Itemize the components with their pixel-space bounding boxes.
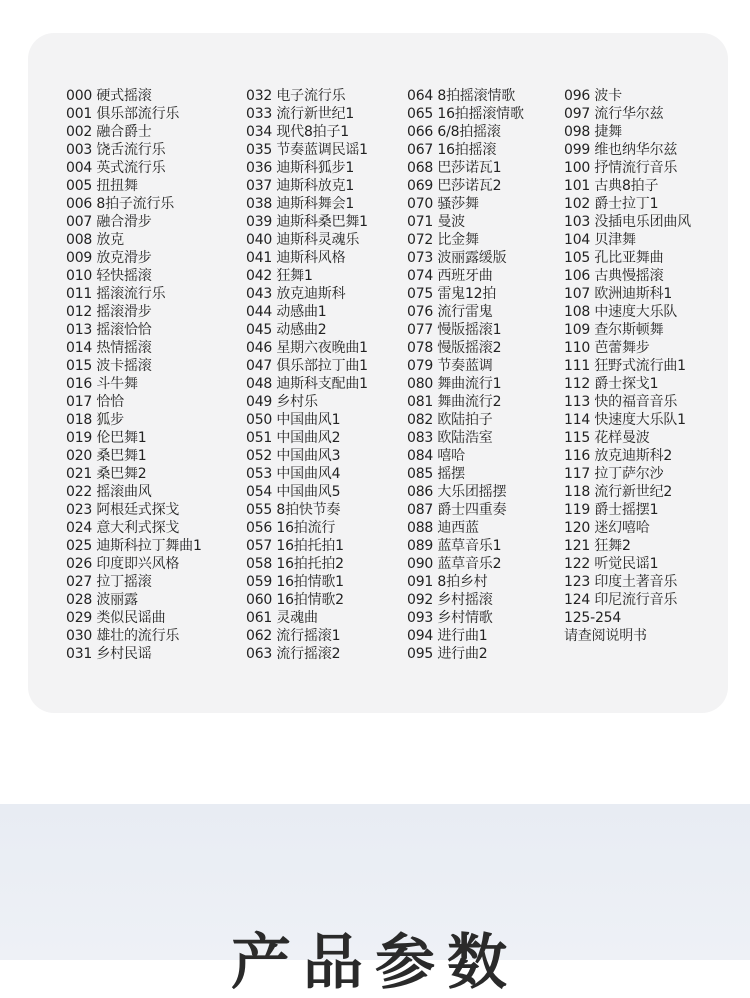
- rhythm-item: 114 快速度大乐队1: [564, 412, 686, 428]
- rhythm-item: 094 进行曲1: [407, 628, 488, 644]
- rhythm-item: 038 迪斯科舞会1: [246, 196, 355, 212]
- section-title: 产品参数: [231, 928, 519, 998]
- rhythm-item: 089 蓝草音乐1: [407, 538, 502, 554]
- rhythm-item: 079 节奏蓝调: [407, 358, 493, 374]
- rhythm-item: 046 星期六夜晚曲1: [246, 340, 368, 356]
- rhythm-item: 124 印尼流行音乐: [564, 592, 678, 608]
- rhythm-item: 112 爵士探戈1: [564, 376, 659, 392]
- rhythm-item: 103 没插电乐团曲风: [564, 214, 691, 230]
- rhythm-item: 119 爵士摇摆1: [564, 502, 659, 518]
- rhythm-item: 005 扭扭舞: [66, 178, 138, 194]
- rhythm-item: 047 俱乐部拉丁曲1: [246, 358, 368, 374]
- rhythm-list-card: [28, 33, 728, 713]
- rhythm-item: 052 中国曲风3: [246, 448, 341, 464]
- rhythm-item: 042 狂舞1: [246, 268, 313, 284]
- rhythm-item: 072 比金舞: [407, 232, 479, 248]
- rhythm-item: 017 恰恰: [66, 394, 124, 410]
- rhythm-item: 056 16拍流行: [246, 520, 336, 536]
- rhythm-item: 023 阿根廷式探戈: [66, 502, 180, 518]
- rhythm-item: 076 流行雷鬼: [407, 304, 493, 320]
- rhythm-item: 041 迪斯科风格: [246, 250, 346, 266]
- rhythm-item: 028 波丽露: [66, 592, 138, 608]
- rhythm-column-3: [407, 87, 524, 663]
- rhythm-item: 123 印度土著音乐: [564, 574, 678, 590]
- rhythm-item: 121 狂舞2: [564, 538, 631, 554]
- rhythm-item: 022 摇滚曲风: [66, 484, 152, 500]
- rhythm-item: 118 流行新世纪2: [564, 484, 673, 500]
- rhythm-item: 051 中国曲风2: [246, 430, 341, 446]
- rhythm-item: 000 硬式摇滚: [66, 88, 152, 104]
- rhythm-item: 050 中国曲风1: [246, 412, 341, 428]
- rhythm-item: 032 电子流行乐: [246, 88, 346, 104]
- rhythm-item: 009 放克滑步: [66, 250, 152, 266]
- rhythm-item: 016 斗牛舞: [66, 376, 138, 392]
- rhythm-item: 116 放克迪斯科2: [564, 448, 673, 464]
- rhythm-item: 020 桑巴舞1: [66, 448, 147, 464]
- rhythm-item: 024 意大利式探戈: [66, 520, 180, 536]
- rhythm-item: 040 迪斯科灵魂乐: [246, 232, 360, 248]
- rhythm-item: 062 流行摇滚1: [246, 628, 341, 644]
- rhythm-item: 111 狂野式流行曲1: [564, 358, 686, 374]
- rhythm-item: 048 迪斯科支配曲1: [246, 376, 368, 392]
- rhythm-item: 083 欧陆浩室: [407, 430, 493, 446]
- rhythm-item: 091 8拍乡村: [407, 574, 488, 590]
- rhythm-item: 014 热情摇滚: [66, 340, 152, 356]
- rhythm-item: 113 快的福音音乐: [564, 394, 678, 410]
- rhythm-item: 033 流行新世纪1: [246, 106, 355, 122]
- rhythm-item: 099 维也纳华尔兹: [564, 142, 678, 158]
- rhythm-item: 001 俱乐部流行乐: [66, 106, 180, 122]
- rhythm-item: 069 巴莎诺瓦2: [407, 178, 502, 194]
- rhythm-item: 115 花样曼波: [564, 430, 650, 446]
- rhythm-item: 074 西班牙曲: [407, 268, 493, 284]
- rhythm-column-4: [564, 87, 691, 645]
- rhythm-item: 101 古典8拍子: [564, 178, 659, 194]
- rhythm-item: 082 欧陆拍子: [407, 412, 493, 428]
- rhythm-item: 058 16拍托拍2: [246, 556, 344, 572]
- rhythm-item: 015 波卡摇滚: [66, 358, 152, 374]
- rhythm-item: 068 巴莎诺瓦1: [407, 160, 502, 176]
- rhythm-item: 086 大乐团摇摆: [407, 484, 507, 500]
- rhythm-item: 098 捷舞: [564, 124, 622, 140]
- rhythm-item: 108 中速度大乐队: [564, 304, 678, 320]
- rhythm-item: 102 爵士拉丁1: [564, 196, 659, 212]
- rhythm-item: 045 动感曲2: [246, 322, 327, 338]
- rhythm-item: 006 8拍子流行乐: [66, 196, 175, 212]
- rhythm-item: 088 迪西蓝: [407, 520, 479, 536]
- rhythm-item: 065 16拍摇滚情歌: [407, 106, 524, 122]
- rhythm-item: 096 波卡: [564, 88, 622, 104]
- rhythm-item: 125-254: [564, 610, 622, 626]
- rhythm-item: 012 摇滚滑步: [66, 304, 152, 320]
- rhythm-item: 107 欧洲迪斯科1: [564, 286, 673, 302]
- rhythm-column-1: [66, 87, 202, 663]
- rhythm-item: 087 爵士四重奏: [407, 502, 507, 518]
- rhythm-item: 066 6/8拍摇滚: [407, 124, 501, 140]
- rhythm-item: 004 英式流行乐: [66, 160, 166, 176]
- rhythm-item: 073 波丽露缓版: [407, 250, 507, 266]
- rhythm-item: 109 查尔斯顿舞: [564, 322, 664, 338]
- rhythm-item: 077 慢版摇滚1: [407, 322, 502, 338]
- rhythm-item: 117 拉丁萨尔沙: [564, 466, 664, 482]
- rhythm-item: 122 听觉民谣1: [564, 556, 659, 572]
- rhythm-item: 054 中国曲风5: [246, 484, 341, 500]
- rhythm-item: 075 雷鬼12拍: [407, 286, 497, 302]
- rhythm-item: 064 8拍摇滚情歌: [407, 88, 516, 104]
- rhythm-item: 092 乡村摇滚: [407, 592, 493, 608]
- rhythm-item: 037 迪斯科放克1: [246, 178, 355, 194]
- rhythm-item: 110 芭蕾舞步: [564, 340, 650, 356]
- rhythm-item: 097 流行华尔兹: [564, 106, 664, 122]
- rhythm-item: 029 类似民谣曲: [66, 610, 166, 626]
- rhythm-item: 002 融合爵士: [66, 124, 152, 140]
- rhythm-item: 067 16拍摇滚: [407, 142, 497, 158]
- rhythm-item: 036 迪斯科狐步1: [246, 160, 355, 176]
- rhythm-item: 080 舞曲流行1: [407, 376, 502, 392]
- rhythm-item: 030 雄壮的流行乐: [66, 628, 180, 644]
- rhythm-item: 078 慢版摇滚2: [407, 340, 502, 356]
- rhythm-item: 044 动感曲1: [246, 304, 327, 320]
- rhythm-item: 104 贝津舞: [564, 232, 636, 248]
- rhythm-item: 070 骚莎舞: [407, 196, 479, 212]
- rhythm-item: 031 乡村民谣: [66, 646, 152, 662]
- rhythm-item: 120 迷幻嘻哈: [564, 520, 650, 536]
- rhythm-item: 057 16拍托拍1: [246, 538, 344, 554]
- rhythm-item: 003 饶舌流行乐: [66, 142, 166, 158]
- rhythm-item: 049 乡村乐: [246, 394, 318, 410]
- rhythm-item: 061 灵魂曲: [246, 610, 318, 626]
- rhythm-columns: [28, 33, 728, 713]
- rhythm-item: 095 进行曲2: [407, 646, 488, 662]
- rhythm-item: 090 蓝草音乐2: [407, 556, 502, 572]
- rhythm-item: 106 古典慢摇滚: [564, 268, 664, 284]
- rhythm-item: 055 8拍快节奏: [246, 502, 341, 518]
- rhythm-item: 093 乡村情歌: [407, 610, 493, 626]
- rhythm-item: 011 摇滚流行乐: [66, 286, 166, 302]
- rhythm-item: 085 摇摆: [407, 466, 465, 482]
- rhythm-item: 059 16拍情歌1: [246, 574, 344, 590]
- rhythm-item: 025 迪斯科拉丁舞曲1: [66, 538, 202, 554]
- rhythm-item: 008 放克: [66, 232, 124, 248]
- rhythm-column-2: [246, 87, 368, 663]
- rhythm-item: 071 曼波: [407, 214, 465, 230]
- rhythm-item: 100 抒情流行音乐: [564, 160, 678, 176]
- rhythm-item: 010 轻快摇滚: [66, 268, 152, 284]
- rhythm-item: 035 节奏蓝调民谣1: [246, 142, 368, 158]
- rhythm-item: 053 中国曲风4: [246, 466, 341, 482]
- rhythm-item: 105 孔比亚舞曲: [564, 250, 664, 266]
- rhythm-item: 013 摇滚恰恰: [66, 322, 152, 338]
- rhythm-item: 034 现代8拍子1: [246, 124, 349, 140]
- rhythm-item: 请查阅说明书: [564, 628, 647, 644]
- rhythm-item: 043 放克迪斯科: [246, 286, 346, 302]
- product-params-section: [0, 804, 750, 998]
- rhythm-item: 027 拉丁摇滚: [66, 574, 152, 590]
- rhythm-item: 063 流行摇滚2: [246, 646, 341, 662]
- rhythm-item: 007 融合滑步: [66, 214, 152, 230]
- rhythm-item: 026 印度即兴风格: [66, 556, 180, 572]
- rhythm-item: 081 舞曲流行2: [407, 394, 502, 410]
- rhythm-item: 021 桑巴舞2: [66, 466, 147, 482]
- rhythm-item: 018 狐步: [66, 412, 124, 428]
- rhythm-item: 060 16拍情歌2: [246, 592, 344, 608]
- rhythm-item: 019 伦巴舞1: [66, 430, 147, 446]
- rhythm-item: 084 嘻哈: [407, 448, 465, 464]
- rhythm-item: 039 迪斯科桑巴舞1: [246, 214, 368, 230]
